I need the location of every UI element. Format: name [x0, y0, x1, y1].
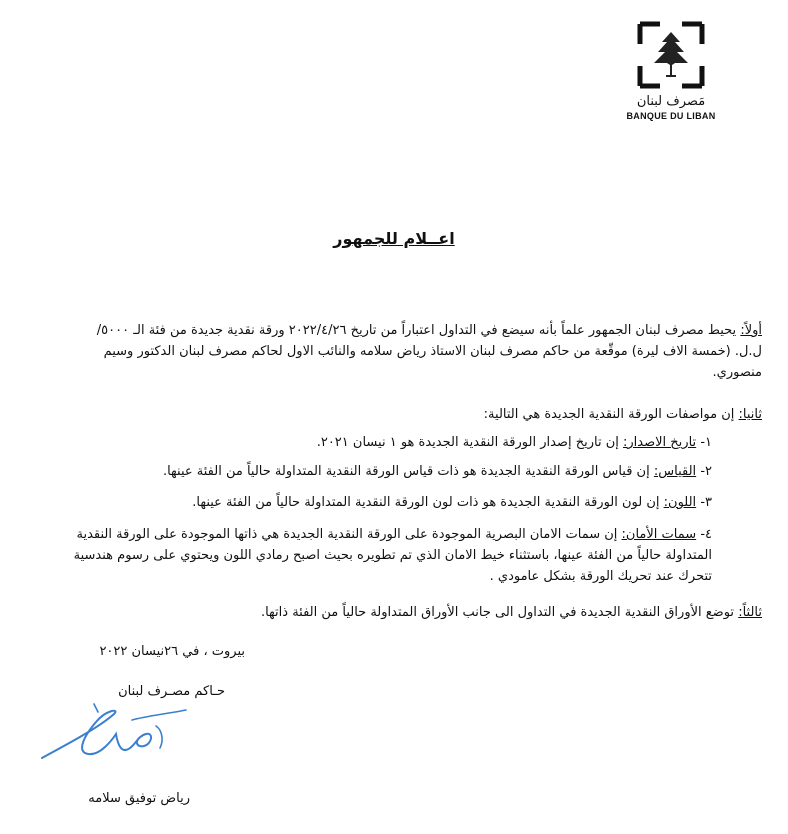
spec-item-text: إن لون الورقة النقدية الجديدة هو ذات لون الورقة النقدية المتداولة حالياً من الفئة عينها. [192, 495, 660, 510]
spec-item-text: إن قياس الورقة النقدية الجديدة هو ذات قياس الورقة النقدية المتداولة حالياً من الفئة عينها. [162, 464, 650, 479]
spec-item-number: ٢- [700, 464, 712, 479]
bank-name-french: BANQUE DU LIBAN [626, 111, 716, 121]
spec-item-label: اللون: [663, 495, 697, 510]
date-line: بيروت ، في ٢٦نيسان ٢٠٢٢ [99, 644, 245, 659]
spec-item-number: ١- [700, 435, 712, 450]
spec-item-text: إن سمات الامان البصرية الموجودة على الورقة النقدية الجديدة هي ذاتها الموجودة على الورقة النقدية المتداولة حالياً من الفئة عينها، باستثناء خيط الامان الذي تم تطويره بحيث اصبح رمادي اللون ويحتوي على رسوم هندسية تتحرك عند تحريك الورقة بشكل عامودي . [73, 527, 712, 584]
spec-item-label: سمات الأمان: [621, 527, 697, 542]
page-title: اعــلام للجمهور [333, 229, 455, 248]
section-third-text: توضع الأوراق النقدية الجديدة في التداول الى جانب الأوراق المتداولة حالياً من الفئة ذاتها. [260, 605, 735, 620]
cedar-emblem-icon [636, 20, 706, 90]
section-second [72, 404, 762, 425]
handwritten-signature [36, 700, 206, 770]
section-second-intro: إن مواصفات الورقة النقدية الجديدة هي التالية: [483, 407, 735, 422]
spec-item-label: تاريخ الاصدار: [623, 435, 697, 450]
section-third [72, 602, 762, 623]
spec-item-text: إن تاريخ إصدار الورقة النقدية الجديدة هو ١ نيسان ٢٠٢١. [316, 435, 619, 450]
bank-logo [616, 20, 726, 121]
spec-item-number: ٣- [700, 495, 712, 510]
signatory-name: رياض توفيق سلامه [88, 791, 190, 806]
spec-item-label: القياس: [653, 464, 697, 479]
section-second-label: ثانيا: [738, 407, 762, 422]
section-third-label: ثالثاً: [738, 605, 762, 620]
spec-item-3 [72, 492, 712, 513]
spec-item-2 [72, 461, 712, 482]
signatory-title: حـاكم مصـرف لبنان [118, 684, 225, 699]
bank-name-arabic: مَصرف لبنان [636, 94, 706, 109]
spec-item-4 [72, 524, 712, 587]
section-first-label: أولاً: [740, 323, 762, 338]
spec-item-1 [72, 432, 712, 453]
spec-item-number: ٤- [700, 527, 712, 542]
section-first [72, 320, 762, 383]
section-first-text: يحيط مصرف لبنان الجمهور علماً بأنه سيضع في التداول اعتباراً من تاريخ ٢٠٢٢/٤/٢٦ ورقة نقدية جديدة من فئة الـ ٥٠٠٠/ ل.ل. (خمسة الاف ليرة) موقّعة من حاكم مصرف لبنان الاستاذ رياض سلامه والنائب الاول لحاكم مصرف لبنان الدكتور وسيم منصوري. [96, 323, 762, 380]
